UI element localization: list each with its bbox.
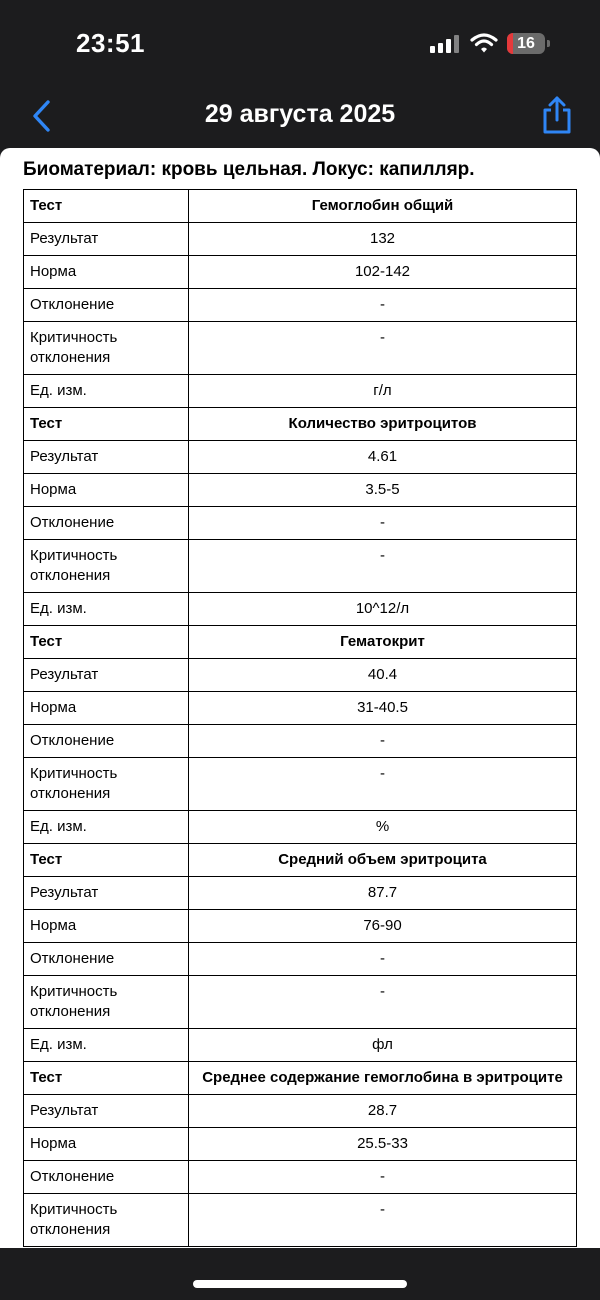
criticality-row	[24, 540, 577, 593]
unit-row	[24, 1029, 577, 1062]
unit-value: г/л	[189, 375, 577, 408]
test-name: Среднее содержание гемоглобина в эритроците	[189, 1062, 577, 1095]
test-name: Количество эритроцитов	[189, 408, 577, 441]
result-row	[24, 441, 577, 474]
row-label: Результат	[24, 877, 189, 910]
row-label: Норма	[24, 692, 189, 725]
results-document	[0, 148, 600, 1248]
norm-value: 102-142	[189, 256, 577, 289]
row-label: Норма	[24, 474, 189, 507]
row-label: Норма	[24, 910, 189, 943]
page-title: 29 августа 2025	[204, 100, 396, 128]
deviation-row	[24, 289, 577, 322]
test-row	[24, 408, 577, 441]
row-label: Результат	[24, 659, 189, 692]
row-label: Тест	[24, 408, 189, 441]
unit-row	[24, 811, 577, 844]
criticality-row	[24, 976, 577, 1029]
row-label: Ед. изм.	[24, 811, 189, 844]
row-label: Результат	[24, 1095, 189, 1128]
row-label: Критичность отклонения	[24, 758, 189, 811]
criticality-value: -	[189, 758, 577, 811]
test-row	[24, 626, 577, 659]
row-label: Ед. изм.	[24, 1029, 189, 1062]
test-name: Гемоглобин общий	[189, 190, 577, 223]
norm-value: 31-40.5	[189, 692, 577, 725]
result-row	[24, 1095, 577, 1128]
battery-icon	[507, 33, 549, 54]
home-indicator[interactable]	[193, 1280, 407, 1288]
result-value: 4.61	[189, 441, 577, 474]
battery-level: 16	[517, 35, 535, 52]
criticality-row	[24, 1194, 577, 1247]
norm-value: 76-90	[189, 910, 577, 943]
test-name: Гематокрит	[189, 626, 577, 659]
unit-row	[24, 375, 577, 408]
deviation-value: -	[189, 943, 577, 976]
biomaterial-heading: Биоматериал: кровь цельная. Локус: капилляр.	[23, 159, 475, 180]
unit-row	[24, 593, 577, 626]
row-label: Тест	[24, 190, 189, 223]
row-label: Результат	[24, 223, 189, 256]
norm-value: 25.5-33	[189, 1128, 577, 1161]
row-label: Критичность отклонения	[24, 540, 189, 593]
result-row	[24, 877, 577, 910]
row-label: Отклонение	[24, 289, 189, 322]
row-label: Ед. изм.	[24, 593, 189, 626]
norm-row	[24, 474, 577, 507]
deviation-value: -	[189, 725, 577, 758]
row-label: Критичность отклонения	[24, 1194, 189, 1247]
row-label: Тест	[24, 844, 189, 877]
row-label: Норма	[24, 1128, 189, 1161]
row-label: Отклонение	[24, 507, 189, 540]
criticality-value: -	[189, 322, 577, 375]
norm-row	[24, 256, 577, 289]
row-label: Критичность отклонения	[24, 976, 189, 1029]
results-table	[23, 189, 577, 1247]
row-label: Критичность отклонения	[24, 322, 189, 375]
test-row	[24, 1062, 577, 1095]
share-icon[interactable]	[540, 94, 574, 136]
deviation-row	[24, 725, 577, 758]
deviation-row	[24, 943, 577, 976]
row-label: Отклонение	[24, 943, 189, 976]
wifi-icon	[470, 32, 498, 54]
deviation-row	[24, 507, 577, 540]
criticality-row	[24, 758, 577, 811]
result-value: 40.4	[189, 659, 577, 692]
deviation-value: -	[189, 289, 577, 322]
test-name: Средний объем эритроцита	[189, 844, 577, 877]
test-row	[24, 844, 577, 877]
row-label: Тест	[24, 1062, 189, 1095]
result-value: 132	[189, 223, 577, 256]
status-bar	[0, 0, 600, 90]
result-row	[24, 659, 577, 692]
status-time: 23:51	[76, 28, 145, 58]
result-value: 87.7	[189, 877, 577, 910]
criticality-row	[24, 322, 577, 375]
criticality-value: -	[189, 540, 577, 593]
cellular-signal-icon	[430, 35, 460, 53]
unit-value: 10^12/л	[189, 593, 577, 626]
unit-value: фл	[189, 1029, 577, 1062]
row-label: Результат	[24, 441, 189, 474]
criticality-value: -	[189, 1194, 577, 1247]
deviation-row	[24, 1161, 577, 1194]
norm-value: 3.5-5	[189, 474, 577, 507]
result-value: 28.7	[189, 1095, 577, 1128]
norm-row	[24, 1128, 577, 1161]
deviation-value: -	[189, 507, 577, 540]
result-row	[24, 223, 577, 256]
row-label: Тест	[24, 626, 189, 659]
norm-row	[24, 692, 577, 725]
criticality-value: -	[189, 976, 577, 1029]
norm-row	[24, 910, 577, 943]
navigation-bar	[0, 90, 600, 148]
row-label: Норма	[24, 256, 189, 289]
row-label: Ед. изм.	[24, 375, 189, 408]
row-label: Отклонение	[24, 725, 189, 758]
row-label: Отклонение	[24, 1161, 189, 1194]
deviation-value: -	[189, 1161, 577, 1194]
unit-value: %	[189, 811, 577, 844]
test-row	[24, 190, 577, 223]
